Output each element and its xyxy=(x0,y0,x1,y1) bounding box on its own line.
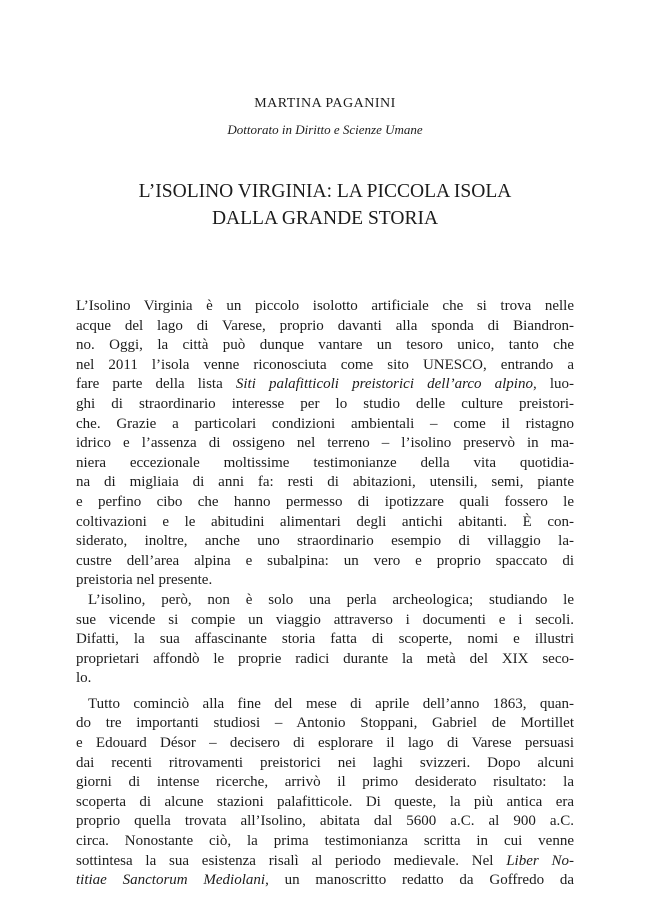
text-line: idrico e l’assenza di ossigeno nel terreno – l’isolino preservò in ma- xyxy=(76,435,574,452)
text-line: circa. Nonostante ciò, la prima testimonianza scritta in cui venne xyxy=(76,833,574,850)
text-line: sue vicende si compie un viaggio attraverso i documenti e i secoli. xyxy=(76,611,574,628)
article-title xyxy=(0,178,650,232)
text-line: scoperta di alcune stazioni palafitticole. Di queste, la più antica era xyxy=(76,793,574,810)
text-line: ghi di straordinario interesse per lo studio delle culture preistori- xyxy=(76,395,574,412)
text-line: na di migliaia di anni fa: resti di abitazioni, utensili, semi, piante xyxy=(76,474,574,491)
text-line: titiae Sanctorum Mediolani, un manoscritto redatto da Goffredo da xyxy=(76,872,575,889)
text-line: Difatti, la sua affascinante storia fatta di scoperte, nomi e illustri xyxy=(76,631,574,648)
text-line: niera eccezionale moltissime testimonianze della vita quotidia- xyxy=(76,454,574,471)
text-line: che. Grazie a particolari condizioni ambientali – come il ristagno xyxy=(76,415,574,432)
text-line: Tutto cominciò alla fine del mese di aprile dell’anno 1863, quan- xyxy=(88,695,574,712)
text-line: preistoria nel presente. xyxy=(76,572,213,589)
text-line: sottintesa la sua esistenza risalì al periodo medievale. Nel Liber No- xyxy=(76,852,574,869)
text-line: no. Oggi, la città può dunque vantare un tesoro unico, tanto che xyxy=(76,337,574,354)
text-line: siderato, inoltre, anche uno straordinario esempio di villaggio la- xyxy=(76,533,574,550)
italic-title: titiae Sanctorum Mediolani xyxy=(76,872,266,889)
text-line: custre dell’area alpina e subalpina: un vero e proprio spaccato di xyxy=(76,552,574,569)
paragraph xyxy=(76,591,574,689)
text-line: giorni di intense ricerche, arrivò il primo desiderato risultato: la xyxy=(76,774,574,791)
text-line: do tre importanti studiosi – Antonio Stoppani, Gabriel de Mortillet xyxy=(76,715,574,732)
text-line: L’isolino, però, non è solo una perla archeologica; studiando le xyxy=(88,591,574,608)
text-line: fare parte della lista Siti palafitticoli preistorici dell’arco alpino, luo- xyxy=(76,376,575,393)
text-line: lo. xyxy=(76,670,92,687)
title-line: L’ISOLINO VIRGINIA: LA PICCOLA ISOLA xyxy=(138,181,512,202)
text-line: proprietari affondò le proprie radici durante la metà del XIX seco- xyxy=(76,650,574,667)
italic-title: Liber No- xyxy=(506,852,574,869)
author-name: MARTINA PAGANINI xyxy=(254,96,396,111)
text-line: e Edouard Désor – decisero di esplorare il lago di Varese persuasi xyxy=(76,735,574,752)
text-line: acque del lago di Varese, proprio davanti alla sponda di Biandron- xyxy=(76,317,574,334)
text-line: e perfino cibo che hanno permesso di ipotizzare quali fossero le xyxy=(76,493,574,510)
article-body xyxy=(76,297,574,891)
title-line: DALLA GRANDE STORIA xyxy=(211,208,439,229)
text-line: L’Isolino Virginia è un piccolo isolotto artificiale che si trova nelle xyxy=(76,298,574,314)
paragraph xyxy=(76,297,574,591)
text-line: nel 2011 l’isola venne riconosciuta come sito UNESCO, entrando a xyxy=(76,356,574,373)
paragraph xyxy=(76,695,574,891)
text-line: proprio quella trovata all’Isolino, abitata dal 5600 a.C. al 900 a.C. xyxy=(76,813,574,830)
author-affiliation: Dottorato in Diritto e Scienze Umane xyxy=(227,122,423,137)
text-line: coltivazioni e le abitudini alimentari degli antichi abitanti. È con- xyxy=(76,513,574,530)
text-line: dai recenti ritrovamenti preistorici nei laghi svizzeri. Dopo alcuni xyxy=(76,754,574,771)
italic-title: Siti palafitticoli preistorici dell’arco alpino xyxy=(235,376,533,393)
